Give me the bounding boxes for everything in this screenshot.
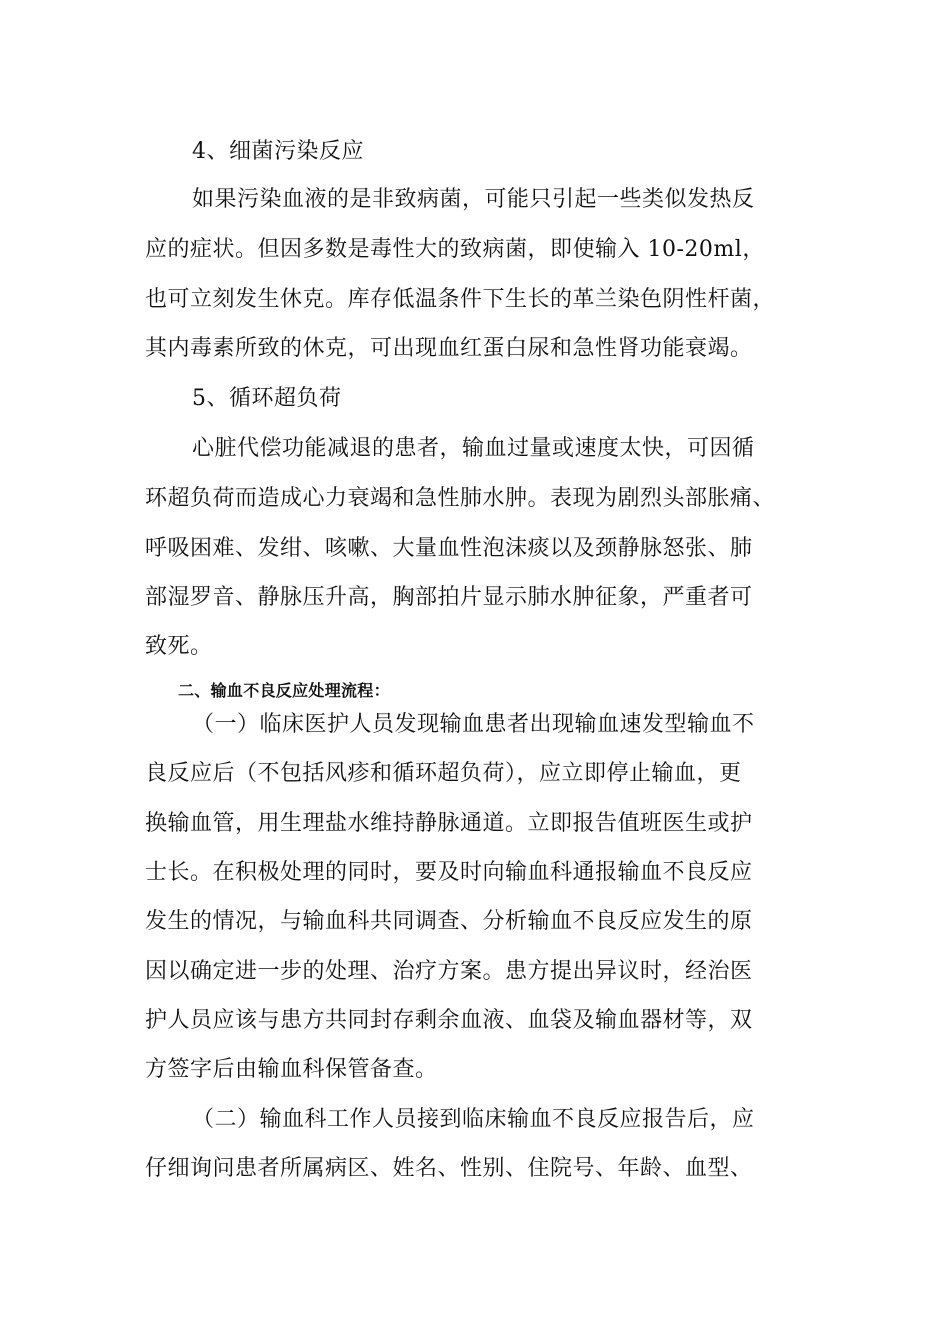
item1-line-4: 士长。在积极处理的同时，要及时向输血科通报输血不良反应 (145, 860, 753, 885)
section5-heading: 5、循环超负荷 (192, 386, 342, 411)
section4-line-3: 也可立刻发生休克。库存低温条件下生长的革兰染色阴性杆菌， (145, 287, 776, 312)
section5-line-4: 部湿罗音、静脉压升高，胸部拍片显示肺水肿征象，严重者可 (145, 585, 753, 610)
item1-line-5: 发生的情况，与输血科共同调查、分析输血不良反应发生的原 (145, 909, 753, 934)
section5-line-5: 致死。 (145, 634, 213, 659)
part2-heading: 二、输血不良反应处理流程： (178, 681, 390, 700)
section5-line-3: 呼吸困难、发绀、咳嗽、大量血性泡沫痰以及颈静脉怒张、肺 (145, 536, 753, 561)
item1-line-3: 换输血管，用生理盐水维持静脉通道。立即报告值班医生或护 (145, 811, 753, 836)
section5-line-2: 环超负荷而造成心力衰竭和急性肺水肿。表现为剧烈头部胀痛、 (145, 486, 776, 511)
item1-line-7: 护人员应该与患方共同封存剩余血液、血袋及输血器材等，双 (145, 1008, 753, 1033)
section4-line-4: 其内毒素所致的休克，可出现血红蛋白尿和急性肾功能衰竭。 (145, 336, 753, 361)
section4-line-1: 如果污染血液的是非致病菌，可能只引起一些类似发热反 (192, 187, 755, 212)
item1-line-1: （一）临床医护人员发现输血患者出现输血速发型输血不 (192, 712, 755, 737)
item2-line-2: 仔细询问患者所属病区、姓名、性别、住院号、年龄、血型、 (145, 1156, 753, 1181)
item1-line-6: 因以确定进一步的处理、治疗方案。患方提出异议时，经治医 (145, 959, 753, 984)
item1-line-2: 良反应后（不包括风疹和循环超负荷），应立即停止输血，更 (145, 761, 742, 786)
section4-line-2: 应的症状。但因多数是毒性大的致病菌，即使输入 10-20ml， (145, 237, 765, 262)
item1-line-8: 方签字后由输血科保管备查。 (145, 1057, 438, 1082)
section4-heading: 4、细菌污染反应 (192, 139, 364, 164)
section5-line-1: 心脏代偿功能减退的患者，输血过量或速度太快，可因循 (192, 436, 755, 461)
item2-line-1: （二）输血科工作人员接到临床输血不良反应报告后，应 (192, 1107, 755, 1132)
